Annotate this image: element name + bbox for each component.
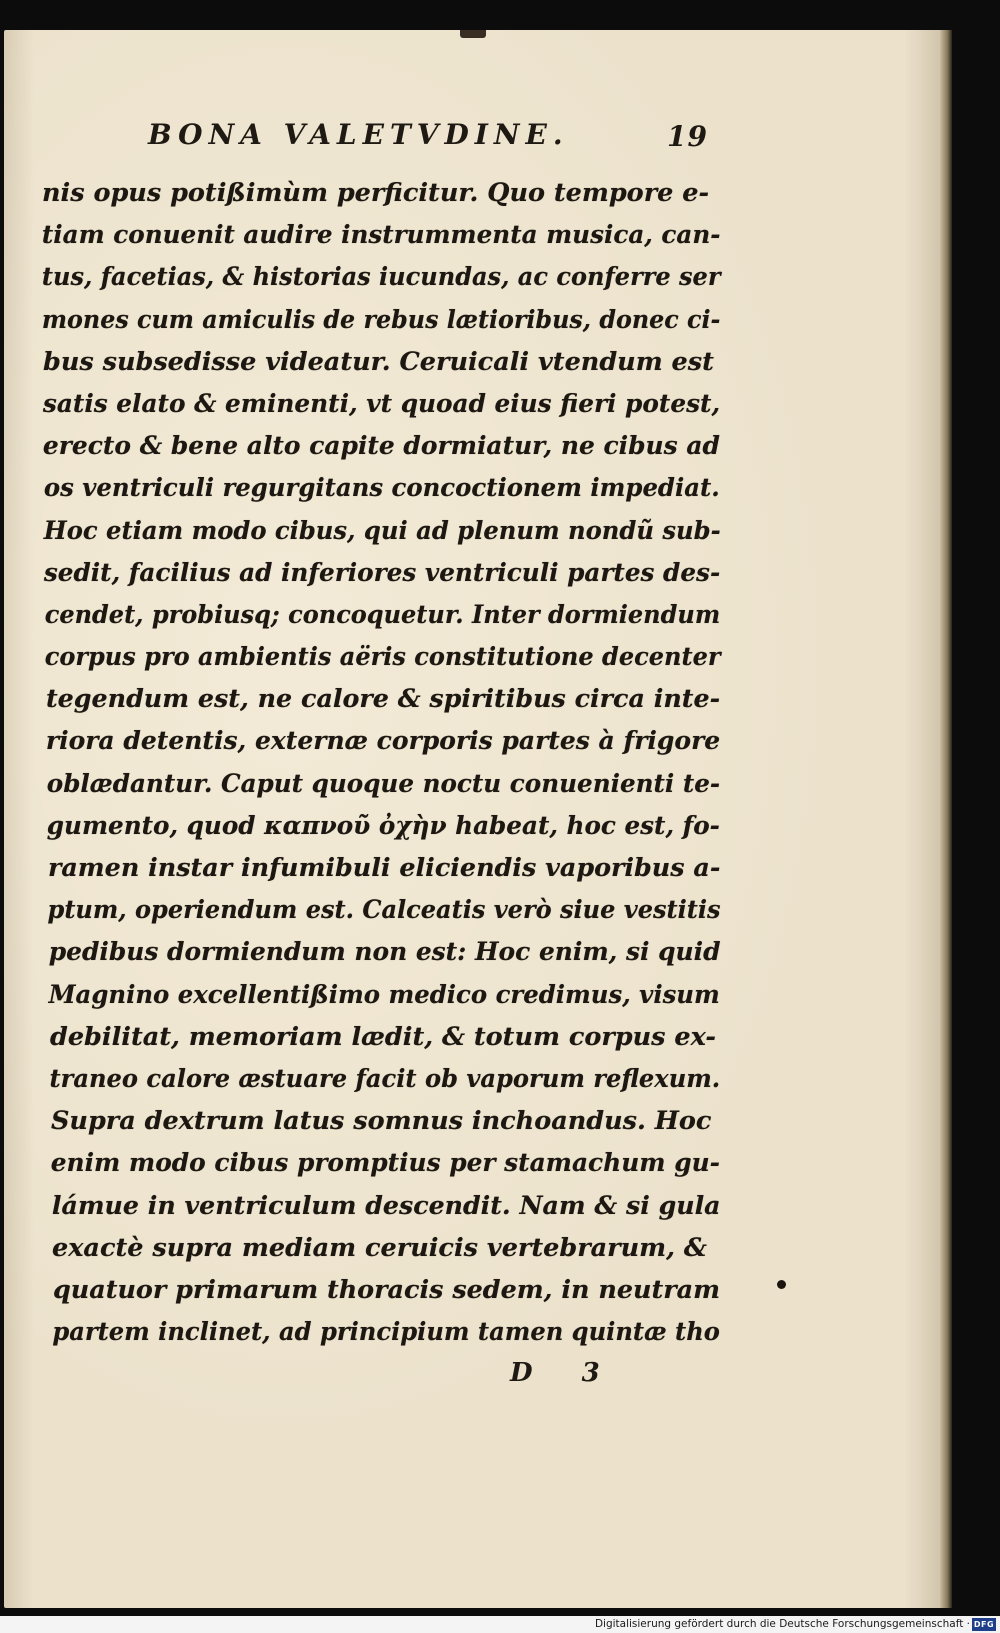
text-line-11: cendet, probiusq; concoquetur. Inter dormiendum — [44, 599, 721, 630]
text-line-28: partem inclinet, ad principium tamen quintæ tho — [52, 1317, 720, 1348]
text-line-18: ptum, operiendum est. Calceatis verò siue vestitis — [47, 895, 721, 926]
page-number: 19 — [667, 120, 708, 153]
funding-credit: Digitalisierung gefördert durch die Deutsche Forschungsgemeinschaft · — [594, 1618, 970, 1630]
text-line-27: quatuor primarum thoracis sedem, in neutram — [52, 1274, 721, 1305]
body-text — [40, 172, 720, 1353]
text-line-6: satis elato & eminenti, vt quoad eius fieri potest, — [42, 388, 721, 419]
text-line-9: Hoc etiam modo cibus, qui ad plenum nondũ sub- — [43, 515, 721, 546]
text-line-23: Supra dextrum latus somnus inchoandus. Hoc — [51, 1106, 712, 1137]
binding-mark — [460, 30, 486, 38]
text-line-24: enim modo cibus promptius per stamachum gu- — [50, 1148, 720, 1179]
text-line-7: erecto & bene alto capite dormiatur, ne cibus ad — [42, 431, 720, 462]
text-line-20: Magnino excellentißimo medico credimus, visum — [48, 979, 720, 1010]
text-line-15: oblædantur. Caput quoque noctu conuenienti te- — [46, 768, 721, 799]
margin-dot — [777, 1280, 786, 1289]
text-line-2: tiam conuenit audire instrummenta musica, can- — [41, 220, 721, 251]
dfg-logo: DFG — [973, 1620, 995, 1629]
text-line-26: exactè supra mediam ceruicis vertebrarum, & — [52, 1232, 707, 1263]
signature-mark: D 3 — [510, 1358, 620, 1388]
text-line-4: mones cum amiculis de rebus lætioribus, donec ci- — [41, 304, 721, 335]
text-line-12: corpus pro ambientis aëris constitutione decenter — [44, 642, 721, 673]
text-line-3: tus, facetias, & historias iucundas, ac conferre ser — [41, 262, 721, 293]
text-line-5: bus subsedisse videatur. Ceruicali vtendum est — [43, 346, 714, 377]
text-line-13: tegendum est, ne calore & spiritibus circa inte- — [45, 684, 721, 715]
text-line-21: debilitat, memoriam lædit, & totum corpus ex- — [50, 1021, 716, 1052]
text-line-14: riora detentis, externæ corporis partes à frigore — [45, 726, 721, 757]
running-title: BONA VALETVDINE. — [148, 118, 569, 151]
page-edge — [940, 30, 952, 1608]
text-line-17: ramen instar infumibuli eliciendis vaporibus a- — [47, 853, 721, 883]
text-line-25: lámue in ventriculum descendit. Nam & si gula — [51, 1190, 721, 1221]
footer-strip — [0, 1616, 1000, 1633]
text-line-10: sedit, facilius ad inferiores ventriculi partes des- — [43, 557, 721, 588]
text-line-19: pedibus dormiendum non est: Hoc enim, si quid — [48, 937, 721, 968]
text-line-22: traneo calore æstuare facit ob vaporum reflexum. — [49, 1063, 721, 1094]
text-line-1: nis opus potißimùm perficitur. Quo tempore e- — [42, 178, 710, 208]
page-header — [148, 118, 708, 158]
text-line-8: os ventriculi regurgitans concoctionem impediat. — [43, 473, 720, 504]
text-line-16: gumento, quod καπνοῦ ὀχὴν habeat, hoc est, fo- — [46, 810, 720, 841]
